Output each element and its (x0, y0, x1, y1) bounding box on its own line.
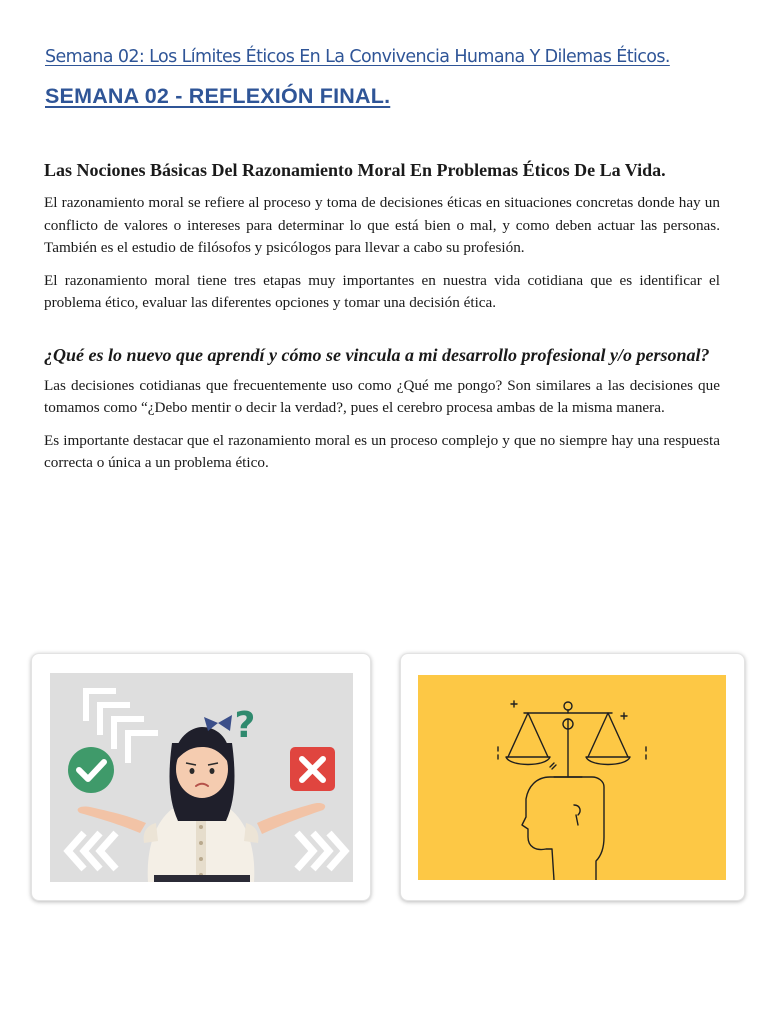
section1-heading: Las Nociones Básicas Del Razonamiento Moral En Problemas Éticos De La Vida. (44, 160, 666, 180)
decision-illustration (50, 673, 353, 882)
head-profile-outline (522, 777, 604, 880)
section2-heading: ¿Qué es lo nuevo que aprendí y cómo se vincula a mi desarrollo profesional y/o personal? (44, 344, 710, 365)
moral-scale-illustration (418, 675, 726, 880)
page-title: SEMANA 02 - REFLEXIÓN FINAL. (45, 84, 391, 108)
right-chevrons-graphic (297, 833, 345, 869)
decision-illustration-svg (50, 673, 353, 882)
breadcrumb-link[interactable]: Semana 02: Los Límites Éticos En La Convivencia Humana Y Dilemas Éticos. (45, 47, 670, 67)
cross-icon (290, 747, 335, 791)
image-card-decision (31, 653, 371, 901)
image-card-moral-scale (400, 653, 745, 901)
balance-scale-icon (506, 702, 630, 777)
check-icon (68, 747, 114, 793)
sparkle-icons (498, 701, 646, 769)
section1-paragraph-2: El razonamiento moral tiene tres etapas muy importantes en nuestra vida cotidiana que es identificar el problema ético, evaluar las diferentes opciones y tomar una decisión ética. (44, 271, 720, 311)
section1-paragraph-1: El razonamiento moral se refiere al proceso y toma de decisiones éticas en situaciones concretas donde hay un conflicto de valores o intereses para determinar lo que está bien o mal, y como deben actuar las personas. También es el estudio de filósofos y psicólogos para llevar a cabo su profesión. (44, 194, 720, 256)
section2-paragraph-2: Es importante destacar que el razonamiento moral es un proceso complejo y que no siempre hay una respuesta correcta o única a un problema ético. (44, 431, 720, 471)
question-mark-icon: ? (234, 705, 256, 746)
document-body (44, 157, 720, 485)
left-chevrons-graphic (68, 833, 116, 869)
moral-scale-illustration-svg (418, 675, 726, 880)
section2-paragraph-1: Las decisiones cotidianas que frecuentemente uso como ¿Qué me pongo? Son similares a las decisiones que tomamos como “¿Debo mentir o decir la verdad?, pues el cerebro procesa ambas de la misma manera. (44, 376, 720, 416)
